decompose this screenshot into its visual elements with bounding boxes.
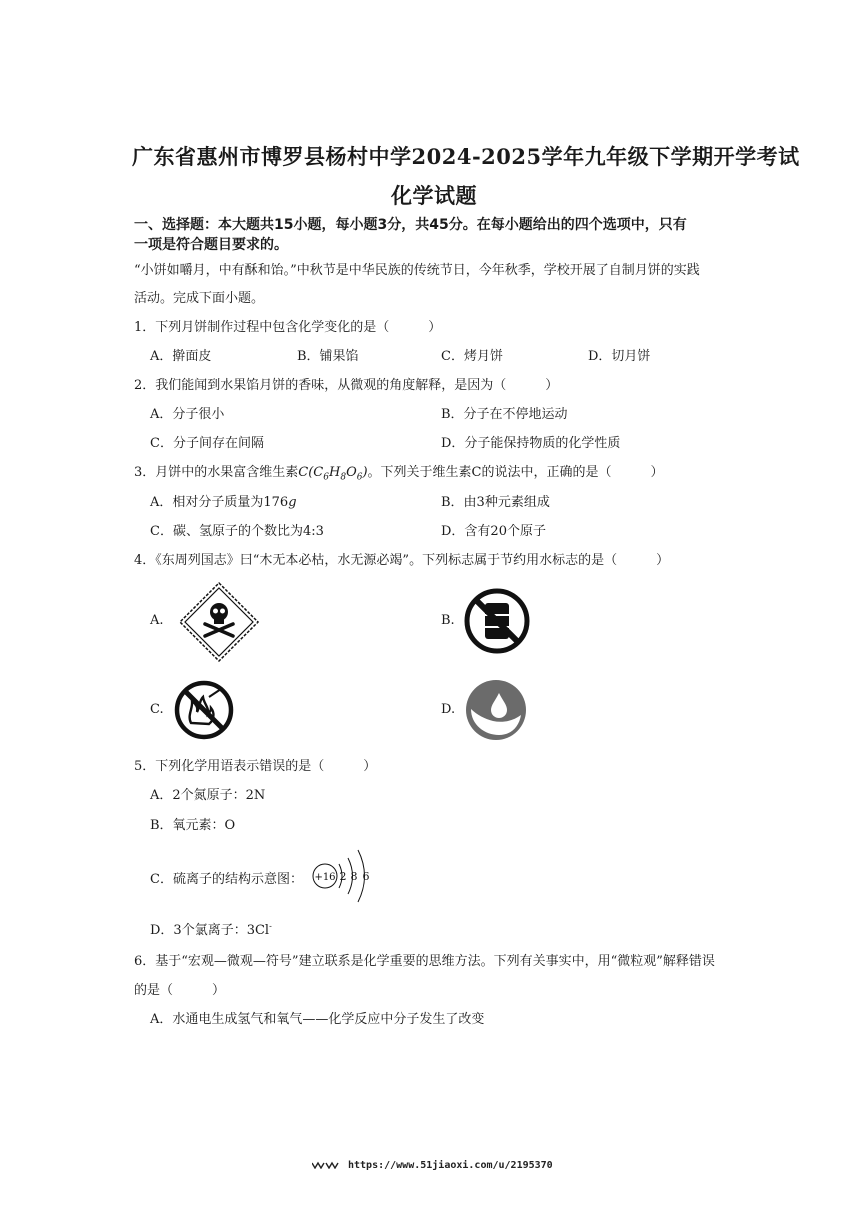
footer-logo-icon	[312, 1154, 342, 1173]
q4-stem: 4．《东周列国志》曰“木无本必枯，水无源必竭”。下列标志属于节约用水标志的是（ ）	[134, 553, 670, 568]
q5-option-c: C．硫离子的结构示意图：	[150, 872, 303, 887]
section-header-line1: 一、选择题：本大题共15小题，每小题3分，共45分。在每小题给出的四个选项中，只有	[134, 217, 687, 233]
water-saving-sign-icon	[465, 679, 527, 741]
q3-stem-pre: 3．月饼中的水果富含维生素	[134, 465, 299, 480]
q6-option-a: A．水通电生成氢气和氧气——化学反应中分子发生了改变	[150, 1012, 485, 1027]
q4-option-a-label: A.	[150, 613, 164, 628]
q2-stem: 2．我们能闻到水果馅月饼的香味，从微观的角度解释，是因为（ ）	[134, 378, 559, 393]
q5-stem: 5．下列化学用语表示错误的是（ ）	[134, 759, 377, 774]
no-fire-sign-icon	[173, 679, 235, 741]
q1-stem: 1．下列月饼制作过程中包含化学变化的是（ ）	[134, 320, 442, 335]
q3-option-d: D．含有20个原子	[441, 524, 546, 539]
intro-line2: 活动。完成下面小题。	[134, 291, 265, 306]
q6-stem-line2: 的是（ ）	[134, 983, 226, 998]
q1-option-b: B．铺果馅	[297, 349, 359, 364]
q5-option-a: A．2个氮原子：2N	[150, 788, 266, 803]
intro-line1: “小饼如嚼月，中有酥和饴。”中秋节是中华民族的传统节日，今年秋季，学校开展了自制月饼的实践	[134, 263, 700, 278]
nucleus-charge: +16	[314, 872, 336, 883]
q4-option-b-label: B.	[441, 613, 455, 628]
toxic-hazard-sign-icon	[177, 580, 261, 664]
q5-option-b: B．氧元素：O	[150, 818, 236, 833]
q4-option-c-label: C.	[150, 702, 164, 717]
no-oil-drum-sign-icon	[463, 587, 531, 655]
q1-option-c: C．烤月饼	[441, 349, 503, 364]
q1-option-a: A．擀面皮	[150, 349, 212, 364]
shell-3-electrons: 6	[362, 870, 370, 883]
shell-1-electrons: 2	[339, 870, 347, 883]
q2-option-d: D．分子能保持物质的化学性质	[441, 436, 621, 451]
q6-stem-line1: 6．基于“宏观—微观—符号”建立联系是化学重要的思维方法。下列有关事实中，用“微粒观”解释错误	[134, 954, 715, 969]
q3-stem-post: 。下列关于维生素C的说法中，正确的是（ ）	[367, 465, 664, 480]
q5-option-d: D．3个氯离子：3Cl-	[150, 921, 272, 938]
page-subtitle: 化学试题	[391, 183, 477, 208]
footer-watermark	[312, 1153, 553, 1173]
q3-option-b: B．由3种元素组成	[441, 495, 550, 510]
shell-2-electrons: 8	[350, 870, 358, 883]
q3-option-a: A．相对分子质量为176g	[150, 495, 297, 510]
q2-option-b: B．分子在不停地运动	[441, 407, 568, 422]
q2-option-c: C．分子间存在间隔	[150, 436, 264, 451]
page-title: 广东省惠州市博罗县杨村中学2024-2025学年九年级下学期开学考试	[132, 144, 800, 169]
vitamin-c-formula: $C(C_6H_8O_6)$	[298, 465, 368, 483]
q3-stem	[134, 461, 664, 483]
q4-option-d-label: D.	[441, 702, 456, 717]
footer-url: https://www.51jiaoxi.com/u/2195370	[348, 1160, 553, 1171]
section-header-line2: 一项是符合题目要求的。	[134, 237, 288, 253]
q2-option-a: A．分子很小	[150, 407, 225, 422]
q3-option-c: C．碳、氢原子的个数比为4:3	[150, 524, 324, 539]
sulfide-ion-structure-diagram	[308, 844, 378, 908]
q1-option-d: D．切月饼	[588, 349, 651, 364]
